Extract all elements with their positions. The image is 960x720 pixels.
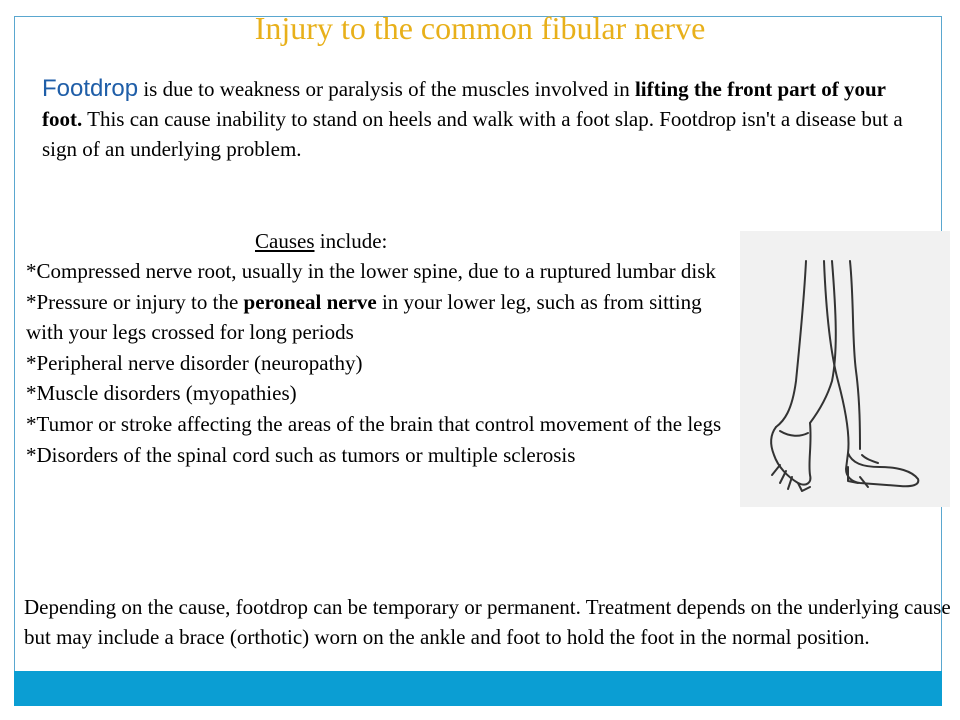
causes-heading [255, 226, 387, 256]
cause-item: *Disorders of the spinal cord such as tumors or multiple sclerosis [26, 442, 576, 467]
intro-text-2: This can cause inability to stand on heels and walk with a foot slap. Footdrop isn't a disease but a sign of an underlying problem. [42, 107, 903, 161]
bottom-accent-bar [14, 671, 942, 706]
peroneal-nerve-term: peroneal nerve [243, 289, 377, 314]
intro-bold-text: lifting the front part of your foot. [42, 77, 886, 131]
cause-item: *Peripheral nerve disorder (neuropathy) [26, 350, 363, 375]
footdrop-term: Footdrop [42, 75, 139, 102]
outro-paragraph: Depending on the cause, footdrop can be temporary or permanent. Treatment depends on the underlying cause but may include a brace (orthotic) worn on the ankle and foot to hold the foot in the normal position. [24, 595, 951, 649]
causes-heading-rest: include: [314, 229, 388, 253]
cause-item [26, 287, 738, 348]
slide-title: Injury to the common fibular nerve [254, 10, 706, 46]
footdrop-illustration [740, 231, 950, 507]
intro-text-1: is due to weakness or paralysis of the muscles involved in [138, 77, 635, 101]
cause-item: *Compressed nerve root, usually in the lower spine, due to a ruptured lumbar disk [26, 259, 716, 283]
intro-paragraph [42, 74, 912, 164]
causes-list [26, 256, 738, 470]
cause-item: *Tumor or stroke affecting the areas of the brain that control movement of the legs [26, 411, 722, 436]
cause-item-text: *Pressure or injury to the [26, 289, 244, 314]
cause-item-text: in your lower leg, such as from sitting with your legs crossed for long periods [26, 289, 702, 345]
causes-heading-underlined: Causes [255, 229, 315, 253]
legs-drawing [740, 231, 950, 507]
cause-item: *Muscle disorders (myopathies) [26, 381, 297, 406]
